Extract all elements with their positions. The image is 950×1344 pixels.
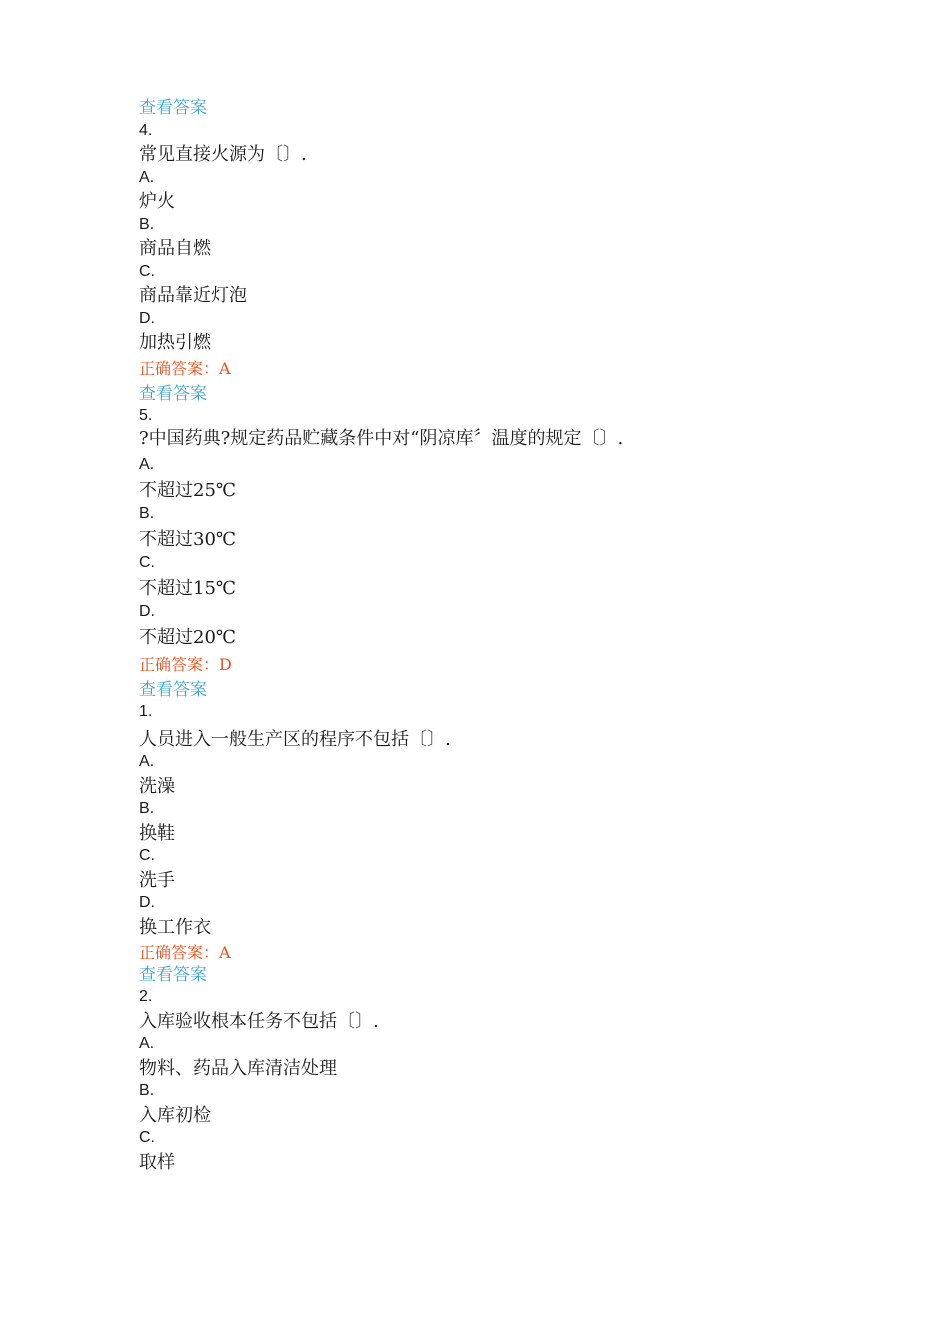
option-letter: A. (139, 169, 155, 186)
option-text: 商品自燃 (139, 238, 211, 259)
option-text: 不超过30℃ (139, 529, 237, 550)
option-letter: B. (139, 1082, 155, 1099)
question-number: 1. (139, 703, 153, 720)
view-answer-link[interactable]: 查看答案 (139, 98, 207, 118)
option-letter: C. (139, 847, 155, 864)
option-letter: B. (139, 505, 155, 522)
option-text: 洗手 (139, 870, 175, 891)
option-text: 炉火 (139, 191, 175, 212)
option-text: 入库初检 (139, 1105, 211, 1126)
option-text: 换鞋 (139, 823, 175, 844)
option-text: 加热引燃 (139, 332, 211, 353)
view-answer-link[interactable]: 查看答案 (139, 965, 207, 985)
option-letter: C. (139, 554, 155, 571)
option-text: 换工作衣 (139, 917, 211, 938)
option-letter: A. (139, 1035, 155, 1052)
option-text: 商品靠近灯泡 (139, 285, 247, 306)
question-text: 常见直接火源为〔〕. (139, 144, 307, 165)
option-text: 不超过20℃ (139, 627, 237, 648)
option-letter: A. (139, 456, 155, 473)
correct-answer: 正确答案：A (139, 359, 231, 378)
option-letter: B. (139, 800, 155, 817)
question-text: 人员进入一般生产区的程序不包括〔〕. (139, 729, 451, 750)
option-letter: B. (139, 216, 155, 233)
option-letter: D. (139, 310, 155, 327)
option-text: 不超过25℃ (139, 480, 237, 501)
option-letter: D. (139, 894, 155, 911)
option-text: 取样 (139, 1152, 175, 1173)
option-text: 物料、药品入库清洁处理 (139, 1058, 337, 1079)
option-letter: C. (139, 1129, 155, 1146)
option-letter: D. (139, 603, 155, 620)
option-letter: A. (139, 753, 155, 770)
option-letter: C. (139, 263, 155, 280)
question-number: 4. (139, 122, 153, 139)
correct-answer: 正确答案：D (139, 655, 232, 674)
view-answer-link[interactable]: 查看答案 (139, 680, 207, 700)
view-answer-link[interactable]: 查看答案 (139, 384, 207, 404)
option-text: 洗澡 (139, 776, 175, 797)
question-text: 入库验收根本任务不包括〔〕. (139, 1011, 379, 1032)
question-number: 2. (139, 988, 153, 1005)
question-text: ?中国药典?规定药品贮藏条件中对“阴凉库〞温度的规定〔〕. (139, 428, 624, 449)
correct-answer: 正确答案：A (139, 943, 231, 962)
option-text: 不超过15℃ (139, 578, 237, 599)
question-number: 5. (139, 407, 153, 424)
